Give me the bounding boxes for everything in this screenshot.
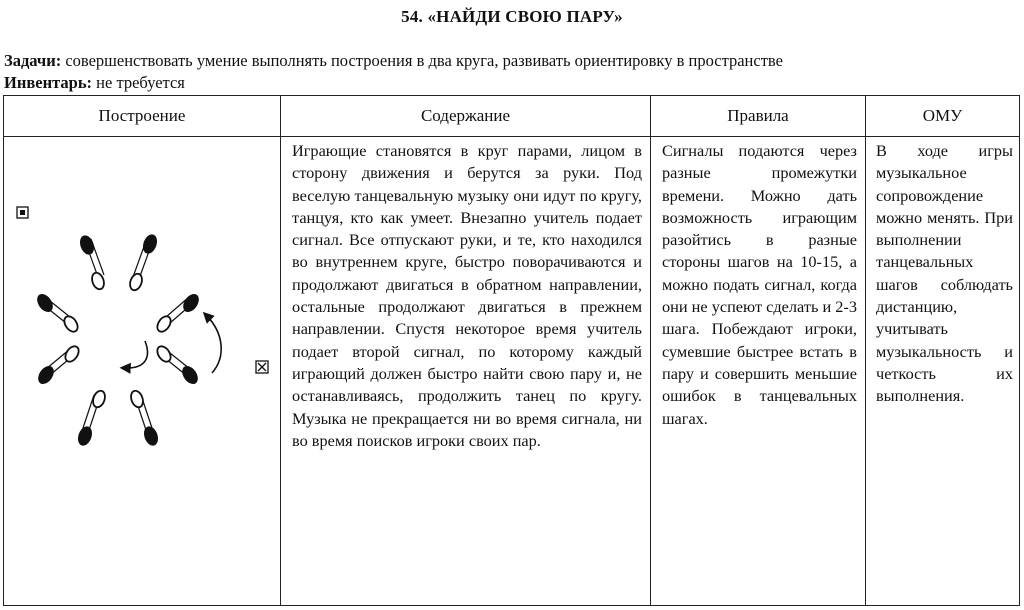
square-dot-icon [17,207,28,218]
page-title: 54. «НАЙДИ СВОЮ ПАРУ» [401,7,623,26]
omu-cell [866,137,1020,606]
game-table [3,95,1020,606]
header-rules: Правила [651,96,866,137]
player-pair [75,389,107,447]
rules-cell [651,137,866,606]
inventory-line [4,73,185,93]
player-pair [129,389,161,447]
player-pair [77,233,106,290]
tasks-text: совершенствовать умение выполнять построения в два круга, развивать ориентировку в пространстве [61,51,783,70]
formation-diagram [4,137,281,605]
header-content: Содержание [281,96,651,137]
player-pair [155,291,202,334]
tasks-line [4,51,783,71]
header-omu: ОМУ [866,96,1020,137]
header-formation: Построение [4,96,281,137]
table-body-row [4,137,1020,606]
tasks-label: Задачи: [4,51,62,70]
content-cell [281,137,651,606]
player-pair [35,344,81,387]
rules-text: Сигналы подаются через разные промежутки времени. Можно дать возможность играющим разойтись в разные стороны шагов на 10-15, а можно подать сигнал, когда они не успеют сделать и 2-3 шага. Побеждают игроки, сумевшие быстрее встать в пару и совершить меньшие ошибок в танцевальных шагах. [662,141,857,428]
content-text: Играющие становятся в круг парами, лицом в сторону движения и берутся за руки. Под веселую танцевальную музыку они идут по кругу, танцуя, кто как умеет. Внезапно учитель подает сигнал. Все отпускают руки, и те, кто находился во внутреннем круге, быстро поворачиваются и продолжают двигаться в обратном направлении, остальные продолжают двигаться в прежнем направлении. Спустя некоторое время учитель подает второй сигнал, по которому каждый играющий должен быстро найти свою пару и, не останавливаясь, продолжить танец по кругу. Музыка не прекращается ни во время сигнала, ни во время поисков игроки своих пар. [292,141,642,450]
table-header-row [4,96,1020,137]
player-pair [34,291,80,334]
inventory-text: не требуется [92,73,185,92]
formation-diagram-cell [4,137,281,606]
inner-direction-arrow [124,341,147,368]
player-pair [155,344,201,387]
outer-direction-arrow [206,315,221,373]
square-cross-icon [256,361,268,373]
omu-text: В ходе игры музыкальное сопровождение можно менять. При выполнении танцевальных шагов соблюдать дистанцию, учитывать музыкальность и четкость их выполнения. [876,141,1013,406]
inventory-label: Инвентарь: [4,73,93,92]
player-pair [128,232,160,291]
